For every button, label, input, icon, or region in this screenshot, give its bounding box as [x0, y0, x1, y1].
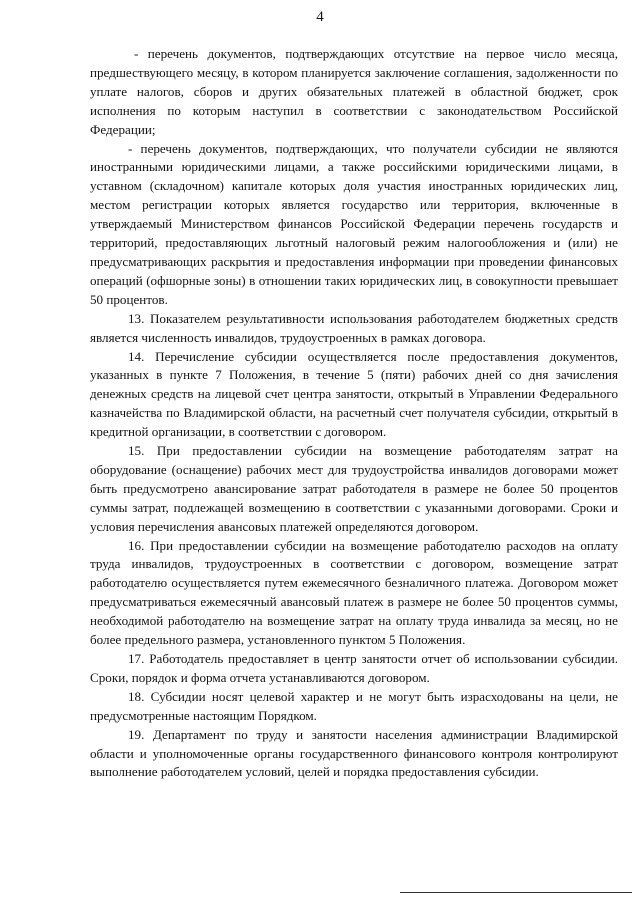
- paragraph-17: 17. Работодатель предоставляет в центр занятости отчет об использовании субсидии. Сроки, порядок и форма отчета устанавливаются договором.: [90, 651, 618, 685]
- paragraph-16: 16. При предоставлении субсидии на возмещение работодателю расходов на оплату труда инвалидов, трудоустроенных в соответствии с договором, возмещение затрат работодателю осуществляется путем ежемесячного безналичного платежа. Договором может предусматриваться ежемесячный авансовый платеж в размере не более 50 процентов суммы, необходимой работодателю на возмещение затрат на оплату труда инвалида за месяц, но не более предельного размера, установленного пунктом 5 Положения.: [90, 537, 618, 648]
- paragraph-19: 19. Департамент по труду и занятости населения администрации Владимирской области и уполномоченные органы государственного финансового контроля контролируют выполнение работодателем условий, целей и порядка предоставления субсидии.: [90, 726, 618, 780]
- paragraph-14: 14. Перечисление субсидии осуществляется после предоставления документов, указанных в пункте 7 Положения, в течение 5 (пяти) рабочих дней со дня зачисления денежных средств на лицевой счет центра занятости, открытый в Управлении Федерального казначейства по Владимирской области, на расчетный счет получателя субсидии, открытый в кредитной организации, в соответствии с договором.: [90, 348, 618, 440]
- document-body: [90, 45, 618, 782]
- paragraph-13: 13. Показателем результативности использования работодателем бюджетных средств является численность инвалидов, трудоустроенных в рамках договора.: [90, 310, 618, 345]
- page-number: 4: [316, 9, 324, 25]
- paragraph-tax-debt-documents: - перечень документов, подтверждающих отсутствие на первое число месяца, предшествующего месяцу, в котором планируется заключение соглашения, задолженности по уплате налогов, сборов и других обязательных платежей в областной бюджет, срок исполнения по которым наступил в соответствии с законодательством Российской Федерации;: [90, 46, 618, 137]
- paragraph-18: 18. Субсидии носят целевой характер и не могут быть израсходованы на цели, не предусмотренные настоящим Порядком.: [90, 688, 618, 723]
- paragraph-15: 15. При предоставлении субсидии на возмещение работодателям затрат на оборудование (оснащение) рабочих мест для трудоустройства инвалидов договорами может быть предусмотрено авансирование затрат работодателя в размере не более 50 процентов суммы затрат, подлежащей возмещению в соответствии с указанными договорами. Сроки и условия перечисления авансовых платежей определяются договором.: [90, 443, 618, 534]
- footer-rule: [400, 892, 632, 893]
- paragraph-foreign-entities-documents: - перечень документов, подтверждающих, что получатели субсидии не являются иностранными юридическими лицами, а также российскими юридическими лицами, в уставном (складочном) капитале которых доля участия иностранных юридических лиц, местом регистрации которых является государство или территория, включенные в утверждаемый Министерством финансов Российской Федерации перечень государств и территорий, предоставляющих льготный налоговый режим налогообложения и (или) не предусматривающих раскрытия и предоставления информации при проведении финансовых операций (офшорные зоны) в отношении таких юридических лиц, в совокупности превышает 50 процентов.: [90, 140, 618, 307]
